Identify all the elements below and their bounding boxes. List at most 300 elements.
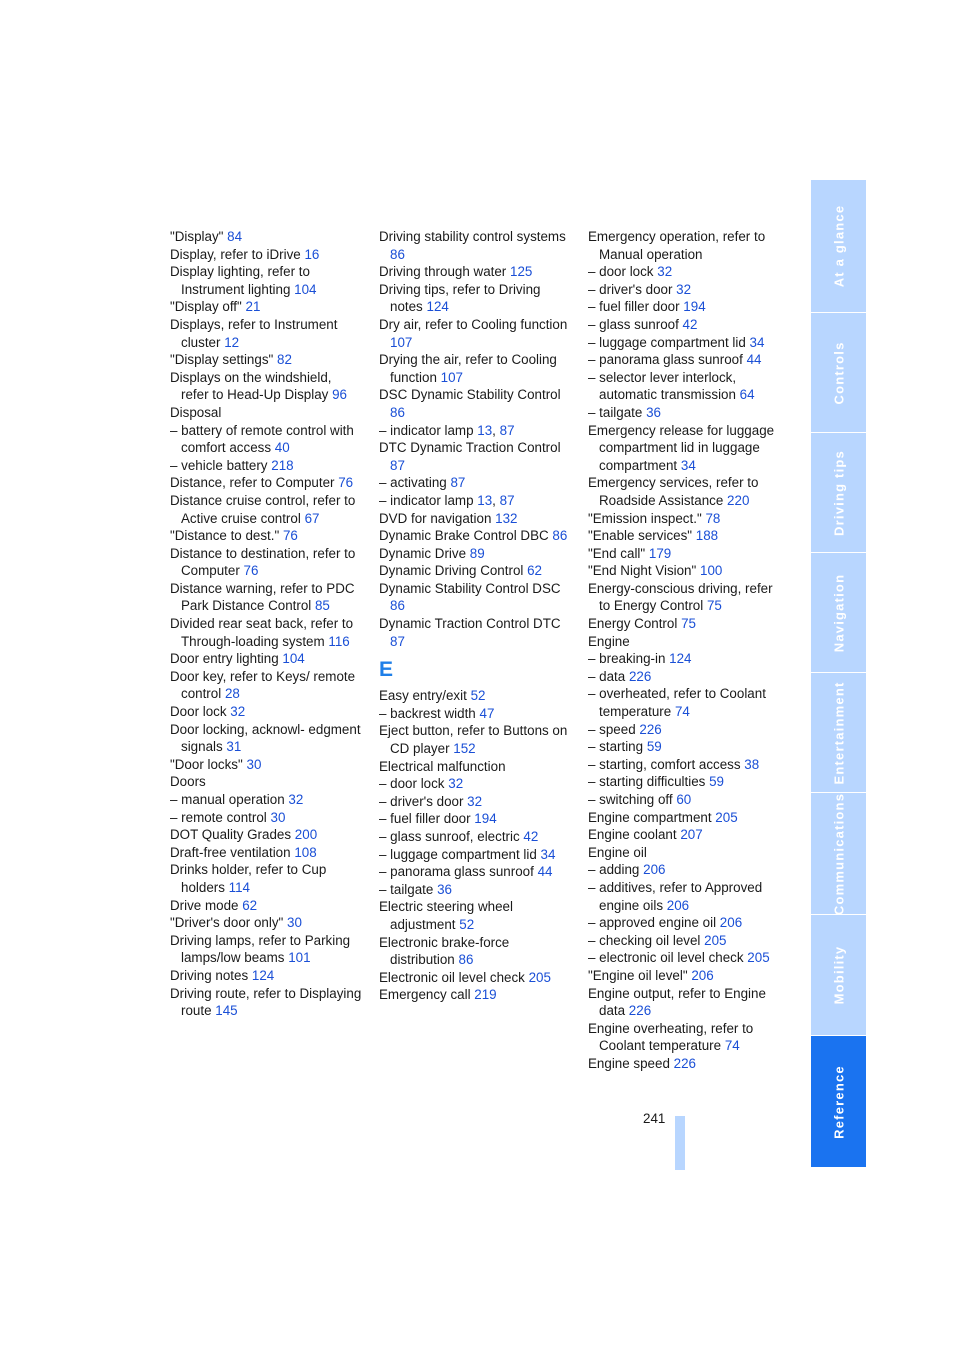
page-link[interactable]: 44 [537, 864, 553, 880]
page-link[interactable]: 32 [230, 704, 246, 720]
entry-term: "Display" [170, 229, 224, 244]
page-link[interactable]: 52 [459, 916, 475, 932]
page-link[interactable]: 194 [474, 811, 497, 827]
page-link[interactable]: 86 [390, 404, 405, 420]
page-link[interactable]: 219 [474, 987, 497, 1003]
page-link[interactable]: 32 [467, 793, 483, 809]
entry-term: Electronic oil level check [379, 969, 525, 985]
index-subentry [379, 793, 571, 811]
entry-term: Energy Control [588, 616, 678, 632]
entry-term: Driving lamps, refer to Parking lamps/low beams [170, 932, 351, 966]
page-link[interactable]: 87 [390, 457, 405, 473]
index-entry [588, 228, 780, 263]
page-link[interactable]: 86 [390, 246, 405, 262]
index-entry [170, 228, 362, 246]
index-entry [588, 615, 780, 633]
entry-term: "Door locks" [170, 756, 243, 772]
entry-term: Driving notes [170, 967, 249, 983]
tab-reference[interactable] [811, 1036, 866, 1168]
page-link[interactable]: 152 [453, 741, 476, 757]
entry-term: – data [588, 668, 626, 684]
index-subentry [588, 351, 780, 369]
entry-term: Door entry lighting [170, 651, 279, 667]
page-link[interactable]: 59 [646, 739, 662, 755]
entry-term: Engine [588, 633, 630, 649]
tab-label: At a glance [831, 204, 846, 288]
entry-term: – door lock [588, 264, 654, 280]
entry-term: – indicator lamp [379, 492, 474, 508]
page-link[interactable]: 104 [294, 281, 317, 297]
entry-term: – additives, refer to Approved engine oils [588, 879, 763, 913]
index-entry [170, 492, 362, 527]
entry-term: Driving stability control systems [379, 229, 566, 244]
entry-term: – glass sunroof [588, 316, 679, 332]
index-entry [588, 474, 780, 509]
index-entry [170, 932, 362, 967]
index-entry [170, 316, 362, 351]
index-entry [170, 721, 362, 756]
entry-term: – tailgate [379, 881, 434, 897]
tab-at-a-glance[interactable] [811, 180, 866, 313]
entry-term: – electronic oil level check [588, 950, 744, 966]
index-entry [170, 545, 362, 580]
entry-term: "End call" [588, 545, 646, 561]
entry-term: "Distance to dest." [170, 528, 280, 544]
index-subentry [588, 404, 780, 422]
page-link[interactable]: 125 [510, 264, 533, 280]
page-link[interactable]: 44 [746, 352, 762, 368]
index-entry [588, 510, 780, 528]
tab-label: Mobility [831, 945, 846, 1005]
page-link[interactable]: 21 [245, 299, 261, 315]
index-subentry [170, 422, 362, 457]
tab-controls[interactable] [811, 313, 866, 433]
page-link[interactable]: 206 [666, 897, 690, 913]
index-entry [379, 615, 571, 650]
index-entry [588, 844, 780, 862]
index-entry [379, 580, 571, 615]
tab-label: Entertainment [831, 680, 846, 785]
entry-term: Energy-conscious driving, refer to Energy Control [588, 580, 773, 614]
page-link[interactable]: 76 [282, 528, 298, 544]
page-link[interactable]: 67 [304, 510, 320, 526]
index-subentry [588, 879, 780, 914]
tab-mobility[interactable] [811, 915, 866, 1036]
index-entry [379, 228, 571, 263]
entry-term: Distance to destination, refer to Computer [170, 545, 356, 579]
tab-communications[interactable] [811, 793, 866, 915]
index-subentry [588, 861, 780, 879]
entry-term: Dynamic Stability Control DSC [379, 580, 561, 596]
index-entry [170, 615, 362, 650]
page-link[interactable]: 30 [270, 809, 286, 825]
index-entry [379, 510, 571, 528]
entry-term: Electrical malfunction [379, 758, 506, 774]
entry-term: "Emission inspect." [588, 510, 702, 526]
page-link[interactable]: 194 [683, 299, 706, 315]
page-link[interactable]: 87 [499, 422, 515, 438]
page-link[interactable]: 206 [691, 967, 714, 983]
index-entry [170, 351, 362, 369]
entry-term: – starting, comfort access [588, 756, 741, 772]
entry-term: – driver's door [588, 281, 673, 297]
entry-term: Dynamic Brake Control DBC [379, 528, 549, 544]
entry-term: – glass sunroof, electric [379, 829, 520, 844]
entry-term: Dry air, refer to Cooling function [379, 316, 568, 332]
page-link[interactable]: 13 [477, 422, 493, 438]
entry-term: Display, refer to iDrive [170, 246, 301, 262]
page-link[interactable]: 101 [288, 950, 311, 966]
entry-term: – approved engine oil [588, 915, 717, 931]
entry-term: – fuel filler door [379, 811, 471, 827]
index-subentry [588, 369, 780, 404]
page-link[interactable]: 30 [287, 915, 302, 931]
index-column-1 [170, 228, 362, 1020]
page-link[interactable]: 108 [294, 844, 317, 860]
index-entry [379, 545, 571, 563]
index-subentry [588, 721, 780, 739]
index-entry [379, 316, 571, 351]
entry-term: – activating [379, 475, 447, 491]
page-link[interactable]: 76 [243, 563, 259, 579]
page-link[interactable]: 124 [669, 651, 692, 667]
index-subentry [588, 914, 780, 932]
tab-navigation[interactable] [811, 553, 866, 673]
page-link[interactable]: 104 [282, 651, 305, 667]
index-entry [170, 650, 362, 668]
page-link[interactable]: 32 [676, 281, 692, 297]
entry-term: "Display settings" [170, 352, 274, 368]
tab-label: Communications [831, 792, 846, 915]
index-subentry [588, 932, 780, 950]
entry-term: "End Night Vision" [588, 563, 697, 579]
index-entry [588, 826, 780, 844]
index-entry [379, 527, 571, 545]
entry-term: – switching off [588, 792, 673, 807]
page-link[interactable]: 75 [681, 616, 696, 632]
page-link[interactable]: 124 [426, 299, 449, 315]
index-subentry [588, 738, 780, 756]
page-link[interactable]: 86 [552, 528, 568, 544]
index-subentry [379, 810, 571, 828]
index-entry [170, 967, 362, 985]
index-subentry [588, 334, 780, 352]
index-entry [588, 967, 780, 985]
index-entry [379, 722, 571, 757]
page-link[interactable]: 205 [715, 809, 738, 825]
index-subentry [588, 756, 780, 774]
index-subentry [588, 298, 780, 316]
entry-term: Door key, refer to Keys/ remote control [170, 668, 356, 702]
index-subentry [588, 263, 780, 281]
page-link[interactable]: 36 [646, 404, 661, 420]
index-subentry [170, 457, 362, 475]
entry-term: Door lock [170, 704, 227, 720]
entry-term: Emergency services, refer to Roadside Assistance [588, 475, 759, 508]
index-entry [170, 826, 362, 844]
entry-term: Door locking, acknowl- edgment signals [170, 721, 361, 755]
index-entry [588, 422, 780, 475]
index-entry [170, 369, 362, 404]
entry-term: – remote control [170, 809, 267, 825]
entry-term: – panorama glass sunroof [379, 864, 534, 880]
entry-term: Engine speed [588, 1055, 670, 1071]
page-link[interactable]: 226 [639, 721, 662, 737]
page-link[interactable]: 86 [390, 598, 405, 614]
entry-term: Divided rear seat back, refer to Through-loading system [170, 616, 354, 649]
entry-term: – fuel filler door [588, 299, 680, 315]
index-entry [170, 527, 362, 545]
page-link[interactable]: 32 [288, 792, 304, 807]
page-link[interactable]: 31 [226, 739, 242, 755]
page-link[interactable]: 116 [328, 633, 350, 649]
entry-term: – indicator lamp [379, 422, 474, 438]
page-link[interactable]: 74 [674, 704, 690, 720]
page-link[interactable]: 42 [523, 829, 539, 844]
tab-label: Controls [831, 340, 846, 405]
entry-term: – luggage compartment lid [588, 334, 746, 350]
entry-term: – manual operation [170, 792, 285, 807]
entry-term: – backrest width [379, 705, 476, 721]
entry-term: Engine compartment [588, 809, 712, 825]
page-link[interactable]: 12 [224, 334, 240, 350]
index-entry [379, 351, 571, 386]
entry-term: – overheated, refer to Coolant temperature [588, 686, 766, 720]
entry-term: – checking oil level [588, 932, 701, 948]
section-tabs [811, 180, 866, 1168]
entry-term: Distance, refer to Computer [170, 475, 335, 491]
index-entry [170, 246, 362, 264]
entry-term: – starting difficulties [588, 774, 706, 790]
index-subentry [588, 668, 780, 686]
index-subentry: – indicator lamp 13, 87 [379, 422, 515, 438]
page-link[interactable]: 205 [704, 932, 727, 948]
entry-term: – panorama glass sunroof [588, 352, 743, 368]
tab-label: Driving tips [831, 449, 846, 536]
index-subentry [379, 863, 571, 881]
page-link[interactable]: 62 [527, 563, 543, 579]
entry-term: Emergency call [379, 987, 471, 1003]
page-link[interactable]: 47 [479, 705, 495, 721]
entry-term: Engine coolant [588, 827, 677, 843]
page-link[interactable]: 132 [495, 510, 518, 526]
page-link[interactable]: 87 [390, 633, 405, 649]
page-link[interactable]: 76 [338, 475, 354, 491]
entry-term: Drying the air, refer to Cooling function [379, 352, 557, 385]
entry-term: Dynamic Traction Control DTC [379, 616, 561, 632]
index-entry [170, 263, 362, 298]
page-link[interactable]: 226 [673, 1055, 696, 1071]
index-entry [379, 934, 571, 969]
page-link[interactable]: 13 [477, 492, 493, 508]
index-subentry [170, 809, 362, 827]
entry-term: Doors [170, 774, 206, 790]
entry-term: Distance warning, refer to PDC Park Distance Control [170, 580, 355, 614]
page-link[interactable]: 75 [706, 598, 722, 614]
page-link[interactable]: 226 [628, 668, 652, 684]
page-link[interactable]: 16 [304, 246, 320, 262]
entry-term: "Enable services" [588, 528, 693, 544]
page-link[interactable]: 218 [271, 457, 294, 473]
entry-term: – luggage compartment lid [379, 846, 537, 862]
index-entry [588, 633, 780, 651]
index-entry [379, 281, 571, 316]
page-link[interactable]: 78 [705, 510, 721, 526]
page-link[interactable]: 205 [528, 969, 551, 985]
page-link[interactable]: 96 [332, 387, 347, 403]
entry-term: Driving through water [379, 264, 507, 280]
entry-term: – vehicle battery [170, 457, 268, 473]
index-entry [588, 527, 780, 545]
page-link[interactable]: 34 [680, 457, 696, 473]
index-entry [170, 914, 362, 932]
entry-term: Driving route, refer to Displaying route [170, 985, 362, 1019]
entry-term: Easy entry/exit [379, 688, 467, 704]
index-entry [379, 439, 571, 474]
page-marker-bar [675, 1116, 685, 1170]
entry-term: – driver's door [379, 793, 464, 809]
index-subentry [588, 685, 780, 720]
entry-term: Emergency release for luggage compartment lid in luggage compartment [588, 422, 775, 473]
index-letter-heading: E [379, 658, 394, 682]
page-link[interactable]: 107 [440, 369, 463, 385]
page-link[interactable]: 36 [437, 881, 452, 897]
index-entry [588, 545, 780, 563]
index-entry [588, 580, 780, 615]
index-entry [588, 809, 780, 827]
index-subentry [588, 650, 780, 668]
entry-term: – adding [588, 862, 640, 878]
index-entry [170, 668, 362, 703]
index-entry [588, 985, 780, 1020]
page-link[interactable]: 100 [700, 563, 723, 579]
index-entry [379, 969, 571, 987]
index-subentry [379, 846, 571, 864]
page-link[interactable]: 34 [540, 846, 556, 862]
page-link[interactable]: 34 [749, 334, 765, 350]
index-entry [379, 386, 571, 421]
page-link[interactable]: 87 [499, 492, 515, 508]
page-link[interactable]: 87 [450, 475, 466, 491]
page-link[interactable]: 85 [314, 598, 330, 614]
page-link[interactable]: 188 [695, 528, 719, 544]
entry-term: – battery of remote control with comfort access [170, 422, 354, 456]
page-link[interactable]: 62 [242, 897, 258, 913]
page-link[interactable]: 124 [251, 967, 275, 983]
entry-term: "Engine oil level" [588, 967, 688, 983]
index-entry [379, 263, 571, 281]
page-link[interactable]: 84 [227, 229, 243, 244]
page-link[interactable]: 42 [682, 316, 698, 332]
entry-term: – selector lever interlock, automatic transmission [588, 369, 737, 403]
index-entry [379, 986, 571, 1004]
index-subentry [588, 316, 780, 334]
index-entry [588, 1020, 780, 1055]
page-link[interactable]: 30 [246, 756, 262, 772]
index-entry [170, 703, 362, 721]
entry-term: Engine output, refer to Engine data [588, 985, 766, 1019]
page-link[interactable]: 220 [727, 492, 750, 508]
page-link[interactable]: 52 [470, 688, 486, 704]
index-entry [379, 758, 571, 776]
page-link[interactable]: 86 [458, 952, 474, 968]
page-link[interactable]: 145 [215, 1003, 238, 1019]
index-subentry: – indicator lamp 13, 87 [379, 492, 515, 508]
page-link[interactable]: 32 [657, 264, 673, 280]
page-link[interactable]: 38 [744, 756, 760, 772]
entry-term: DOT Quality Grades [170, 827, 292, 843]
page-link[interactable]: 114 [228, 879, 251, 895]
page-link[interactable]: 107 [390, 334, 413, 350]
entry-term: – starting [588, 739, 644, 755]
entry-term: Emergency operation, refer to Manual operation [588, 229, 766, 262]
entry-term: Electronic brake-force distribution [379, 934, 510, 968]
index-subentry [379, 474, 571, 492]
entry-term: DVD for navigation [379, 510, 492, 526]
entry-term: Displays on the windshield, refer to Head-Up Display [170, 369, 332, 403]
entry-term: – tailgate [588, 404, 643, 420]
entry-term: Dynamic Driving Control [379, 563, 524, 579]
page-link[interactable]: 28 [224, 686, 240, 702]
entry-term: – speed [588, 721, 636, 737]
page-link[interactable]: 40 [274, 440, 290, 456]
index-column-3 [588, 228, 780, 1073]
index-entry [588, 562, 780, 580]
page-link[interactable]: 59 [709, 774, 724, 790]
page-link[interactable]: 205 [747, 950, 770, 966]
tab-driving-tips[interactable] [811, 433, 866, 553]
entry-term: DSC Dynamic Stability Control [379, 387, 561, 403]
entry-term: Driving tips, refer to Driving notes [379, 281, 541, 315]
tab-entertainment[interactable] [811, 673, 866, 793]
index-subentry [379, 881, 571, 899]
page-link[interactable]: 32 [448, 776, 464, 792]
index-entry [379, 687, 571, 705]
entry-term: Displays, refer to Instrument cluster [170, 316, 338, 350]
entry-term: Distance cruise control, refer to Active cruise control [170, 492, 356, 526]
index-subentry [588, 281, 780, 299]
page-link[interactable]: 226 [628, 1003, 652, 1019]
index-subentry [588, 791, 780, 809]
index-entry [170, 756, 362, 774]
page-link[interactable]: 64 [739, 387, 755, 403]
index-entry [170, 404, 362, 422]
index-column-2 [379, 228, 571, 1004]
page-link[interactable]: 206 [719, 915, 743, 931]
entry-term: Draft-free ventilation [170, 844, 291, 860]
index-entry [170, 773, 362, 791]
index-subentry [588, 949, 780, 967]
page-link[interactable]: 60 [676, 792, 692, 807]
entry-term: Eject button, refer to Buttons on CD player [379, 723, 568, 757]
index-subentry [379, 705, 571, 723]
page-link[interactable]: 82 [277, 352, 292, 368]
index-subentry [170, 791, 362, 809]
tab-label: Reference [831, 1064, 846, 1139]
entry-term: Engine overheating, refer to Coolant temperature [588, 1020, 754, 1054]
entry-term: "Driver's door only" [170, 915, 284, 931]
page-link[interactable]: 74 [724, 1038, 740, 1054]
page-link[interactable]: 200 [294, 827, 318, 843]
entry-term: DTC Dynamic Traction Control [379, 440, 561, 456]
page-link[interactable]: 179 [648, 545, 672, 561]
index-entry [170, 298, 362, 316]
page-link[interactable]: 207 [680, 827, 703, 843]
page-link[interactable]: 206 [643, 862, 666, 878]
index-entry [170, 985, 362, 1020]
index-subentry [379, 775, 571, 793]
page-link[interactable]: 89 [469, 545, 485, 561]
